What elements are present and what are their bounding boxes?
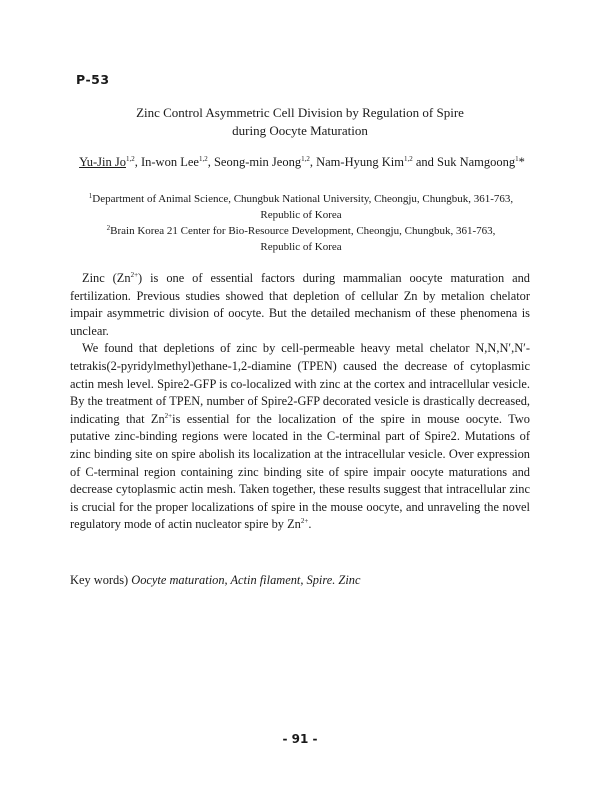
- paper-title: [60, 104, 540, 140]
- affiliation-line: Republic of Korea: [260, 241, 342, 253]
- affiliation-line: Brain Korea 21 Center for Bio-Resource Development, Cheongju, Chungbuk, 361-763,: [110, 225, 496, 237]
- author-name: Seong-min Jeong: [213, 155, 302, 169]
- affiliation-line: Republic of Korea: [260, 209, 342, 221]
- author-affiliation-mark: 1,2: [403, 155, 413, 163]
- keywords-label: Key words): [70, 573, 129, 587]
- abstract-text: ) is one of essential factors during mammalian oocyte maturation and fertilization. Previous studies showed that depletion of cellular Zn by metalion chelator impair asymmetric division of oocyte. But the detailed mechanism of these phenomena is unclear.: [70, 271, 530, 338]
- authors-connector: and: [415, 155, 434, 169]
- title-line-1: Zinc Control Asymmetric Cell Division by Regulation of Spire: [136, 105, 464, 120]
- title-line-2: during Oocyte Maturation: [232, 123, 368, 138]
- abstract-paragraph-1: [70, 270, 530, 340]
- author-name: In-won Lee: [140, 155, 199, 169]
- ion-charge: 2+: [300, 517, 309, 526]
- abstract-paragraph-2: [70, 340, 530, 534]
- author-name: Suk Namgoong: [437, 155, 516, 169]
- author-affiliation-mark: 1,2: [198, 155, 208, 163]
- author-affiliation-mark: 1: [515, 155, 519, 163]
- author-name: Nam-Hyung Kim: [316, 155, 404, 169]
- page-number: - 91 -: [282, 732, 318, 746]
- abstract: [70, 270, 530, 534]
- author-affiliation-mark: 1,2: [301, 155, 310, 163]
- author-list: Yu-Jin Jo$^{1,2}$, In-won Lee$^{1,2}$, Seong-min Jeong$^{1,2}$, Nam-Hyung Kim$^{1,2}$ and Suk Namgoong$^1$*: [79, 155, 525, 169]
- ion-charge: 2+: [164, 411, 173, 420]
- affiliation-line: Department of Animal Science, Chungbuk National University, Cheongju, Chungbuk, 361-763,: [92, 193, 514, 205]
- keywords: [70, 571, 530, 589]
- affiliation-mark: 2: [106, 224, 111, 232]
- ion-charge: 2+: [130, 271, 139, 279]
- affiliation-2: [66, 223, 536, 255]
- affiliation-mark: 1: [88, 192, 93, 200]
- abstract-text: We found that depletions of zinc by cell-permeable heavy metal chelator N,N,N′,N′-tetrakis(2-pyridylmethyl)ethane-1,2-diamine (TPEN) caused the decrease of cytoplasmic actin mesh level. Spire2-GFP is co-localized with zinc at the cortex and intracellular vesicle. By the treatment of TPEN, number of Spire2-GFP decorated vesicle is drastically decreased, indicating that Zn: [70, 341, 530, 426]
- keywords-terms: Oocyte maturation, Actin filament, Spire. Zinc: [131, 573, 361, 587]
- author-affiliation-mark: 1,2: [125, 155, 135, 163]
- affiliation-1: [66, 191, 536, 223]
- abstract-text: Zinc (Zn: [82, 271, 131, 285]
- poster-id: P-53: [76, 72, 110, 87]
- corresponding-author-mark: *: [518, 155, 525, 169]
- author-name: Yu-Jin Jo: [79, 155, 126, 169]
- abstract-text: is essential for the localization of the spire in mouse oocyte. Two putative zinc-binding regions were located in the C-terminal part of Spire2. Mutations of zinc binding site on spire abolish its localization at the intracellular vesicle. Over expression of C-terminal region containing zinc binding site of spire impair oocyte maturations and decrease cytoplasmic actin mesh. Taken together, these results suggest that intracellular zinc is crucial for the proper localizations of spire in the mouse oocyte, and unraveling the novel regulatory mode of actin nucleator spire by Zn: [70, 411, 530, 532]
- abstract-text: .: [308, 517, 312, 532]
